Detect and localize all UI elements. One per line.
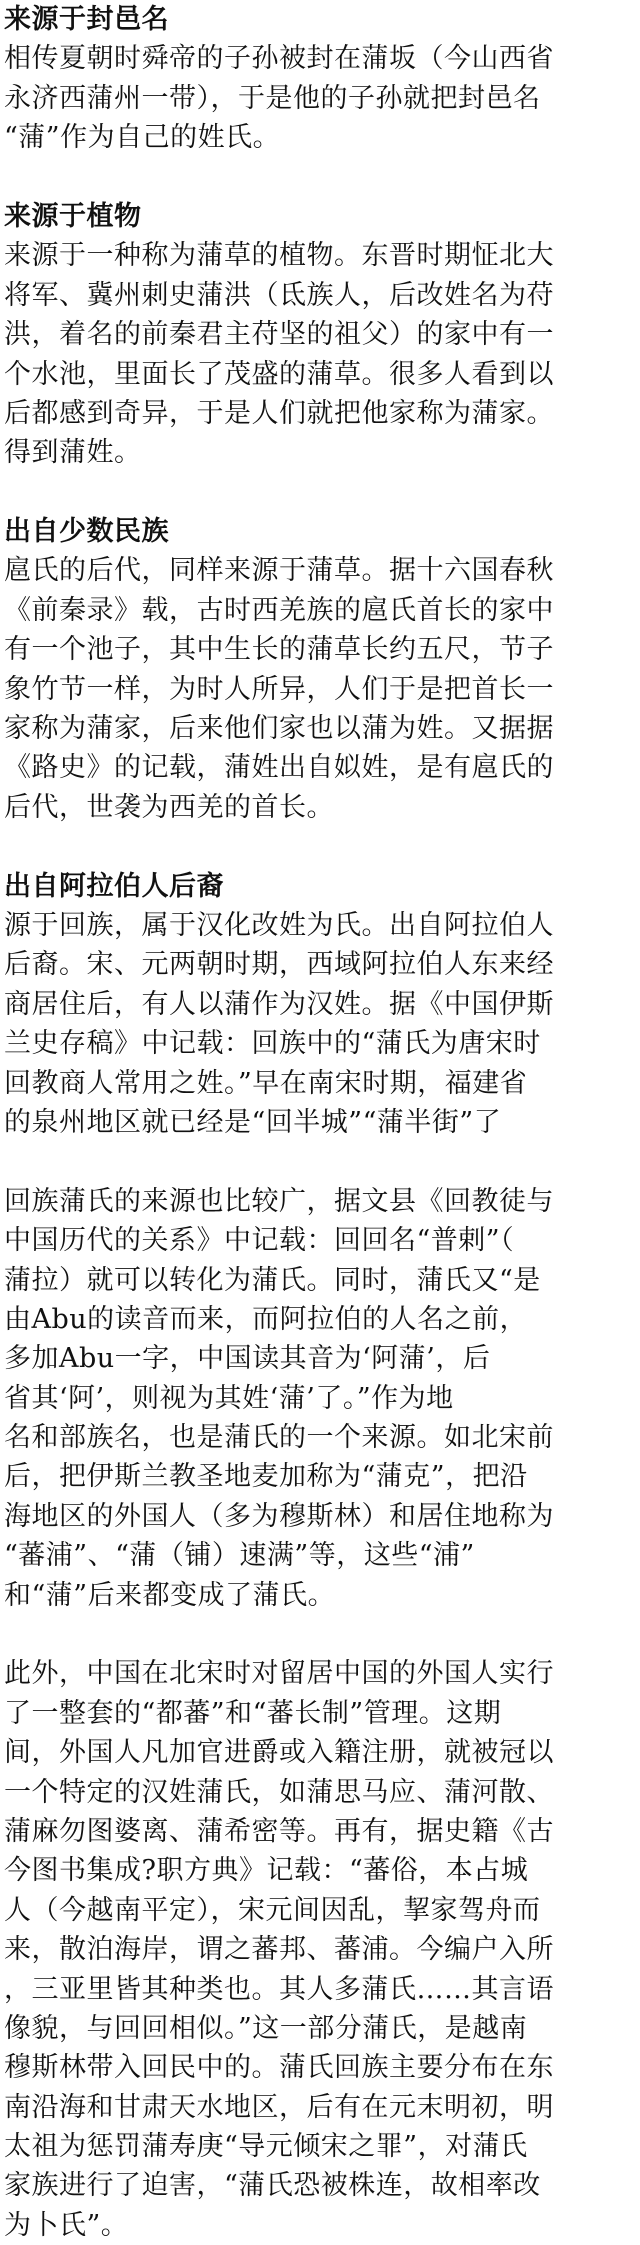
- paragraph-line: 此外，中国在北宋时对留居中国的外国人实行: [4, 1658, 554, 1690]
- paragraph-line: 今图书集成?职方典》记载：“蕃俗，本占城: [4, 1855, 529, 1887]
- paragraph-line: 省其‘阿’，则视为其姓‘蒲’了。”作为地: [4, 1382, 454, 1414]
- paragraph-line: 《路史》的记载，蒲姓出自姒姓，是有扈氏的: [4, 752, 554, 784]
- paragraph-line: 得到蒲姓。: [4, 437, 142, 469]
- paragraph-line: 间，外国人凡加官进爵或入籍注册，就被冠以: [4, 1737, 554, 1769]
- paragraph-line: 源于回族，属于汉化改姓为氏。出自阿拉伯人: [4, 909, 554, 941]
- paragraph-line: 永济西蒲州一带），于是他的子孙就把封邑名: [4, 82, 541, 114]
- paragraph-line: ，三亚里皆其种类也。其人多蒲氏……其言语: [4, 1973, 554, 2005]
- paragraph-line: 和“蒲”后来都变成了蒲氏。: [4, 1579, 336, 1611]
- paragraph-line: 一个特定的汉姓蒲氏，如蒲思马应、蒲河散、: [4, 1776, 554, 1808]
- section-minority: [4, 512, 636, 827]
- paragraph-line: 由Abu的读音而来，而阿拉伯的人名之前，: [4, 1303, 528, 1335]
- paragraph-line: 回教商人常用之姓。”早在南宋时期，福建省: [4, 1067, 528, 1099]
- section-fengyi: [4, 0, 636, 158]
- paragraph-line: 兰史存稿》中记载：回族中的“蒲氏为唐宋时: [4, 1028, 541, 1060]
- section-heading: 来源于植物: [4, 200, 142, 232]
- section-heading: 出自少数民族: [4, 516, 169, 548]
- spacer: [4, 1615, 636, 1654]
- paragraph-line: 相传夏朝时舜帝的子孙被封在蒲坂（今山西省: [4, 43, 554, 75]
- paragraph-line: 蒲拉）就可以转化为蒲氏。同时，蒲氏又“是: [4, 1264, 541, 1296]
- spacer: [4, 158, 636, 197]
- paragraph-line: 将军、冀州刺史蒲洪（氐族人，后改姓名为苻: [4, 279, 554, 311]
- paragraph-line: 来源于一种称为蒲草的植物。东晋时期怔北大: [4, 240, 554, 272]
- paragraph-line: 的泉州地区就已经是“回半城”“蒲半街”了: [4, 1106, 502, 1138]
- paragraph-line: 有一个池子，其中生长的蒲草长约五尺，节子: [4, 634, 554, 666]
- paragraph-line: 家族进行了迫害，“蒲氏恐被株连，故相率改: [4, 2170, 541, 2202]
- spacer: [4, 1142, 636, 1181]
- paragraph-line: 洪，着名的前秦君主苻坚的祖父）的家中有一: [4, 319, 554, 351]
- paragraph-line: 《前秦录》载，古时西羌族的扈氏首长的家中: [4, 594, 554, 626]
- paragraph-line: 中国历代的关系》中记载：回回名“普剌”（: [4, 1225, 515, 1257]
- spacer: [4, 473, 636, 512]
- section-plant: [4, 197, 636, 473]
- paragraph-line: 海地区的外国人（多为穆斯林）和居住地称为: [4, 1500, 554, 1532]
- paragraph-line: 名和部族名，也是蒲氏的一个来源。如北宋前: [4, 1422, 554, 1454]
- paragraph-line: 个水池，里面长了茂盛的蒲草。很多人看到以: [4, 358, 554, 390]
- section-song-policy: [4, 1654, 636, 2245]
- paragraph-line: 后代，世袭为西羌的首长。: [4, 791, 334, 823]
- paragraph-line: 穆斯林带入回民中的。蒲氏回族主要分布在东: [4, 2052, 554, 2084]
- paragraph-line: 南沿海和甘肃天水地区，后有在元末明初，明: [4, 2091, 554, 2123]
- section-arab: [4, 867, 636, 1143]
- paragraph-line: 人（今越南平定），宋元间因乱，挈家驾舟而: [4, 1894, 541, 1926]
- section-hui-origin: [4, 1182, 636, 1615]
- paragraph-line: “蒲”作为自己的姓氏。: [4, 122, 281, 154]
- paragraph-line: 了一整套的“都蕃”和“蕃长制”管理。这期: [4, 1697, 502, 1729]
- paragraph-line: 多加Abu一字，中国读其音为‘阿蒲’，后: [4, 1343, 491, 1375]
- paragraph-line: 太祖为惩罚蒲寿庚“导元倾宋之罪”，对蒲氏: [4, 2131, 528, 2163]
- paragraph-line: 商居住后，有人以蒲作为汉姓。据《中国伊斯: [4, 988, 554, 1020]
- paragraph-line: 扈氏的后代，同样来源于蒲草。据十六国春秋: [4, 555, 554, 587]
- paragraph-line: 像貌，与回回相似。”这一部分蒲氏，是越南: [4, 2012, 528, 2044]
- paragraph-line: 来，散泊海岸，谓之蕃邦、蕃浦。今编户入所: [4, 1934, 554, 1966]
- paragraph-line: 回族蒲氏的来源也比较广，据文县《回教徒与: [4, 1185, 554, 1217]
- section-heading: 来源于封邑名: [4, 4, 169, 35]
- paragraph-line: 象竹节一样，为时人所异，人们于是把首长一: [4, 673, 554, 705]
- paragraph-line: “蕃浦”、“蒲（铺）速满”等，这些“浦”: [4, 1540, 475, 1572]
- paragraph-line: 后裔。宋、元两朝时期，西域阿拉伯人东来经: [4, 949, 554, 981]
- paragraph-line: 家称为蒲家，后来他们家也以蒲为姓。又据据: [4, 713, 554, 745]
- paragraph-line: 后，把伊斯兰教圣地麦加称为“蒲克”，把沿: [4, 1461, 528, 1493]
- paragraph-line: 为卜氏”。: [4, 2209, 129, 2241]
- paragraph-line: 蒲麻勿图婆离、蒲希密等。再有，据史籍《古: [4, 1815, 554, 1847]
- section-heading: 出自阿拉伯人后裔: [4, 870, 224, 902]
- spacer: [4, 827, 636, 866]
- paragraph-line: 后都感到奇异，于是人们就把他家称为蒲家。: [4, 397, 554, 429]
